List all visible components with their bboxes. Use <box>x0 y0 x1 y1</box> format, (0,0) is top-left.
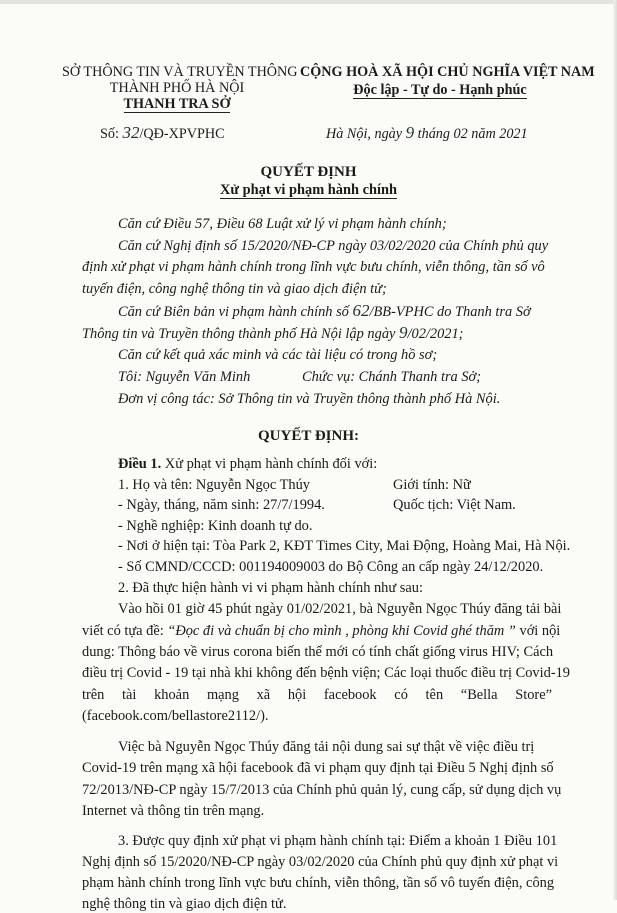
basis-decree-line2: định xử phạt vi phạm hành chính trong lĩnh vực bưu chính, viễn thông, tần số vô <box>82 259 545 275</box>
nation-title: CỘNG HOÀ XÃ HỘI CHỦ NGHĨA VIỆT NAM <box>300 64 595 80</box>
date-prefix: Hà Nội, ngày <box>326 126 403 142</box>
signer-name: Tôi: Nguyễn Văn Minh <box>118 369 251 385</box>
wrongdoing-line1: Việc bà Nguyễn Ngọc Thúy đăng tải nội dung sai sự thật về việc điều trị <box>118 739 535 755</box>
basis-report-line1 <box>118 302 531 321</box>
basis-verification: Căn cứ kết quả xác minh và các tài liệu có trong hồ sơ; <box>118 347 438 363</box>
date-day-handwritten: 9 <box>405 123 415 142</box>
article1-intro <box>118 455 377 473</box>
violation-line4: điều trị Covid - 19 tại nhà khi không đến bệnh viện; Các loại thuốc điều trị Covid-19 <box>82 665 570 681</box>
basis-report-line2 <box>82 324 463 343</box>
basis-decree-line3: tuyến điện, công nghệ thông tin và giao dịch điện tử; <box>82 281 387 297</box>
person-gender: Giới tính: Nữ <box>393 477 471 493</box>
regulation-line2: Nghị định số 15/2020/NĐ-CP ngày 03/02/2020 của Chính phủ quy định xử phạt vi <box>82 854 559 870</box>
basis-report-text-a: Căn cứ Biên bản vi phạm hành chính số <box>118 304 349 320</box>
basis-report-text-c: Thông tin và Truyền thông thành phố Hà Nội lập ngày <box>82 326 396 342</box>
nation-motto-label: Độc lập - Tự do - Hạnh phúc <box>353 82 527 98</box>
violation-post-title: “Đọc đi và chuẩn bị cho mình , phòng khi Covid ghé thăm ” <box>167 623 516 639</box>
article1-intro-text: Xử phạt vi phạm hành chính đối với: <box>164 456 378 472</box>
violation-facebook-url: (facebook.com/bellastore2112/). <box>82 708 269 724</box>
document-date <box>326 124 528 143</box>
basis-decree-line1: Căn cứ Nghị định số 15/2020/NĐ-CP ngày 03/02/2020 của Chính phủ quy <box>118 238 549 254</box>
wrongdoing-line2: Covid-19 trên mạng xã hội facebook đã vi phạm quy định tại Điều 5 Nghị định số <box>82 760 554 776</box>
article1-label: Điều 1. <box>118 456 162 472</box>
person-dob: - Ngày, tháng, năm sinh: 27/7/1994. <box>118 497 325 513</box>
basis-report-text-d: /02/2021; <box>407 326 464 342</box>
basis-report-text-b: /BB-VPHC do Thanh tra Sở <box>369 304 531 320</box>
report-number-handwritten: 62 <box>352 301 370 320</box>
regulation-line4: nghệ thông tin và giao dịch điện tử. <box>82 896 287 912</box>
violation-line1: Vào hồi 01 giờ 45 phút ngày 01/02/2021, bà Nguyễn Ngọc Thúy đăng tải bài <box>118 601 562 617</box>
wrongdoing-line4: Internet và thông tin trên mạng. <box>82 803 265 819</box>
document-number <box>100 124 225 143</box>
basis-law: Căn cứ Điều 57, Điều 68 Luật xử lý vi phạm hành chính; <box>118 216 447 232</box>
person-nationality: Quốc tịch: Việt Nam. <box>393 497 516 513</box>
agency-division <box>62 96 292 113</box>
person-job: - Nghề nghiệp: Kinh doanh tự do. <box>118 518 313 534</box>
signer-unit: Đơn vị công tác: Sở Thông tin và Truyền thông thành phố Hà Nội. <box>118 391 501 407</box>
document-title: QUYẾT ĐỊNH <box>260 164 357 180</box>
regulation-line1: 3. Được quy định xử phạt vi phạm hành chính tại: Điểm a khoản 1 Điều 101 <box>118 833 558 849</box>
report-day-handwritten: 9 <box>399 323 408 342</box>
person-address: - Nơi ở hiện tại: Tòa Park 2, KĐT Times City, Mai Động, Hoàng Mai, Hà Nội. <box>118 538 571 554</box>
agency-division-label: THANH TRA SỞ <box>123 96 231 112</box>
scan-edge-right <box>613 0 617 900</box>
document-subtitle-label: Xử phạt vi phạm hành chính <box>220 182 397 198</box>
document-subtitle <box>0 182 617 199</box>
agency-name: SỞ THÔNG TIN VÀ TRUYỀN THÔNG <box>62 64 298 80</box>
violation-line5: trên tài khoản mạng xã hội facebook có tên “Bella Store” <box>82 687 552 703</box>
nation-motto <box>300 82 580 99</box>
violation-line2-end: với nội <box>519 623 561 639</box>
number-suffix: /QĐ-XPVPHC <box>139 126 225 142</box>
violation-line2 <box>82 622 560 640</box>
person-name: 1. Họ và tên: Nguyễn Ngọc Thúy <box>118 477 310 493</box>
scan-edge-top <box>0 0 617 4</box>
agency-city: THÀNH PHỐ HÀ NỘI <box>109 80 245 96</box>
number-prefix: Số: <box>100 126 119 142</box>
violation-line3: dung: Thông báo về virus corona biến thể mới có tính chất giống virus HIV; Cách <box>82 644 554 660</box>
regulation-line3: phạm hành chính trong lĩnh vực bưu chính, viễn thông, tần số vô tuyến điện, công <box>82 875 555 891</box>
date-suffix: tháng 02 năm 2021 <box>417 126 528 142</box>
wrongdoing-line3: 72/2013/NĐ-CP ngày 15/7/2013 của Chính phủ quản lý, cung cấp, sử dụng dịch vụ <box>82 782 562 798</box>
violation-title-label: viết có tựa đề: <box>82 623 164 639</box>
signer-position: Chức vụ: Chánh Thanh tra Sở; <box>302 369 482 385</box>
person-id-card: - Số CMND/CCCD: 001194009003 do Bộ Công an cấp ngày 24/12/2020. <box>118 559 544 575</box>
number-handwritten: 32 <box>122 123 140 142</box>
violation-heading: 2. Đã thực hiện hành vi vi phạm hành chính như sau: <box>118 580 423 596</box>
decision-heading: QUYẾT ĐỊNH: <box>258 428 359 444</box>
